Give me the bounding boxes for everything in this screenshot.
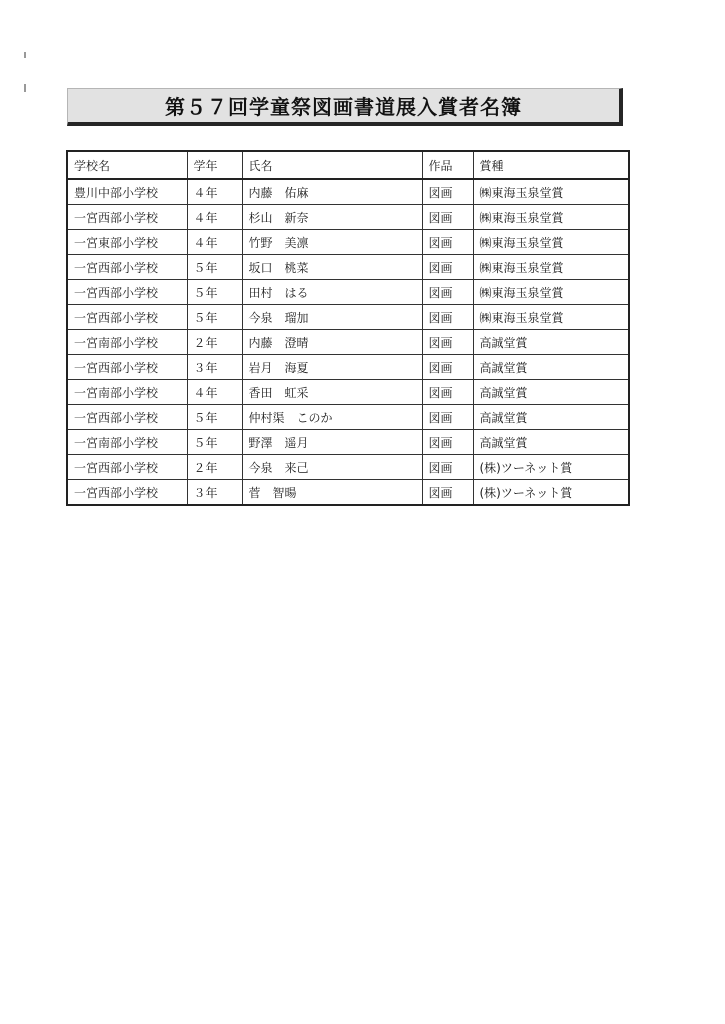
- column-header-grade: 学年: [187, 151, 242, 179]
- cell-work: 図画: [422, 380, 473, 405]
- cell-school: 一宮西部小学校: [67, 455, 187, 480]
- cell-work: 図画: [422, 355, 473, 380]
- cell-grade: ２年: [187, 455, 242, 480]
- cell-work: 図画: [422, 330, 473, 355]
- cell-name: 杉山 新奈: [242, 205, 422, 230]
- cell-name: 今泉 来己: [242, 455, 422, 480]
- cell-grade: ５年: [187, 405, 242, 430]
- cell-school: 一宮西部小学校: [67, 280, 187, 305]
- cell-award: ㈱東海玉泉堂賞: [473, 230, 629, 255]
- cell-award: 高誠堂賞: [473, 330, 629, 355]
- cell-school: 一宮西部小学校: [67, 480, 187, 506]
- cell-name: 仲村渠 このか: [242, 405, 422, 430]
- cell-name: 内藤 澄晴: [242, 330, 422, 355]
- cell-school: 一宮南部小学校: [67, 430, 187, 455]
- cell-work: 図画: [422, 305, 473, 330]
- cell-award: ㈱東海玉泉堂賞: [473, 255, 629, 280]
- cell-award: (株)ツーネット賞: [473, 480, 629, 506]
- table-row: [67, 179, 629, 205]
- scan-mark: [24, 52, 26, 58]
- cell-name: 竹野 美凛: [242, 230, 422, 255]
- table-row: [67, 230, 629, 255]
- cell-work: 図画: [422, 179, 473, 205]
- table-row: [67, 305, 629, 330]
- cell-work: 図画: [422, 455, 473, 480]
- table-row: [67, 480, 629, 506]
- cell-school: 一宮西部小学校: [67, 305, 187, 330]
- cell-name: 香田 虹采: [242, 380, 422, 405]
- cell-work: 図画: [422, 480, 473, 506]
- cell-school: 一宮東部小学校: [67, 230, 187, 255]
- cell-award: ㈱東海玉泉堂賞: [473, 280, 629, 305]
- cell-school: 一宮西部小学校: [67, 205, 187, 230]
- cell-grade: ３年: [187, 480, 242, 506]
- cell-school: 豊川中部小学校: [67, 179, 187, 205]
- cell-school: 一宮南部小学校: [67, 330, 187, 355]
- cell-work: 図画: [422, 280, 473, 305]
- cell-school: 一宮西部小学校: [67, 255, 187, 280]
- table-row: [67, 255, 629, 280]
- page-title: 第５７回学童祭図画書道展入賞者名簿: [67, 88, 623, 126]
- cell-grade: ４年: [187, 380, 242, 405]
- cell-grade: ４年: [187, 205, 242, 230]
- cell-name: 菅 智暘: [242, 480, 422, 506]
- scan-mark: [24, 84, 26, 92]
- cell-grade: ２年: [187, 330, 242, 355]
- cell-work: 図画: [422, 255, 473, 280]
- table-row: [67, 405, 629, 430]
- table-row: [67, 205, 629, 230]
- table-header-row: [67, 151, 629, 179]
- cell-name: 今泉 瑠加: [242, 305, 422, 330]
- table-row: [67, 355, 629, 380]
- cell-work: 図画: [422, 205, 473, 230]
- cell-work: 図画: [422, 430, 473, 455]
- cell-grade: ５年: [187, 430, 242, 455]
- column-header-school: 学校名: [67, 151, 187, 179]
- column-header-name: 氏名: [242, 151, 422, 179]
- cell-grade: ４年: [187, 230, 242, 255]
- column-header-award: 賞種: [473, 151, 629, 179]
- cell-grade: ５年: [187, 255, 242, 280]
- cell-school: 一宮西部小学校: [67, 355, 187, 380]
- column-header-work: 作品: [422, 151, 473, 179]
- cell-grade: ５年: [187, 280, 242, 305]
- table-row: [67, 380, 629, 405]
- cell-school: 一宮南部小学校: [67, 380, 187, 405]
- cell-work: 図画: [422, 405, 473, 430]
- cell-award: (株)ツーネット賞: [473, 455, 629, 480]
- cell-award: ㈱東海玉泉堂賞: [473, 305, 629, 330]
- cell-school: 一宮西部小学校: [67, 405, 187, 430]
- cell-name: 岩月 海夏: [242, 355, 422, 380]
- cell-award: 高誠堂賞: [473, 355, 629, 380]
- cell-grade: ５年: [187, 305, 242, 330]
- cell-award: 高誠堂賞: [473, 405, 629, 430]
- cell-work: 図画: [422, 230, 473, 255]
- cell-grade: ３年: [187, 355, 242, 380]
- cell-name: 坂口 桃菜: [242, 255, 422, 280]
- cell-name: 田村 はる: [242, 280, 422, 305]
- cell-name: 内藤 佑麻: [242, 179, 422, 205]
- cell-award: 高誠堂賞: [473, 380, 629, 405]
- cell-name: 野澤 遥月: [242, 430, 422, 455]
- table-row: [67, 280, 629, 305]
- cell-award: ㈱東海玉泉堂賞: [473, 205, 629, 230]
- cell-grade: ４年: [187, 179, 242, 205]
- table-row: [67, 330, 629, 355]
- table-row: [67, 455, 629, 480]
- cell-award: 高誠堂賞: [473, 430, 629, 455]
- cell-award: ㈱東海玉泉堂賞: [473, 179, 629, 205]
- award-table: [66, 150, 630, 506]
- table-row: [67, 430, 629, 455]
